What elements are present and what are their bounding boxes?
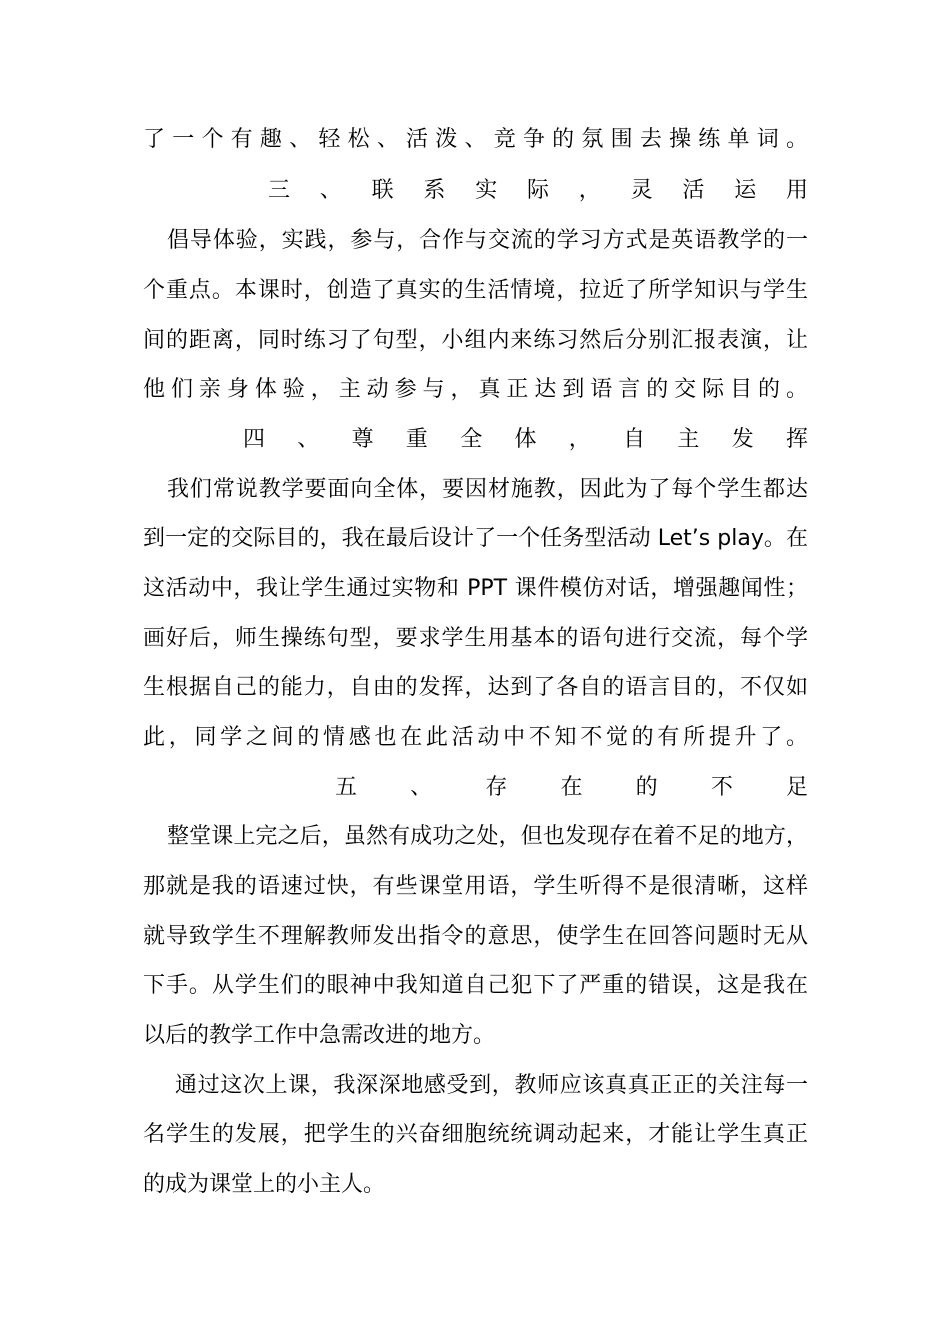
conclusion-line-2: 名学生的发展，把学生的兴奋细胞统统调动起来，才能让学生真正: [143, 1122, 808, 1147]
section-5-line-2: 那就是我的语速过快，有些课堂用语，学生听得不是很清晰，这样: [143, 874, 808, 899]
section-3-line-1: 倡导体验，实践，参与，合作与交流的学习方式是英语教学的一: [167, 228, 808, 253]
section-5-heading: 五 、 存 在 的 不 足: [335, 775, 808, 800]
section-4-line-4: 画好后，师生操练句型，要求学生用基本的语句进行交流，每个学: [143, 626, 808, 651]
section-3-line-4: 他们亲身体验，主动参与，真正达到语言的交际目的。: [143, 377, 808, 402]
section-4-line-2: 到一定的交际目的，我在最后设计了一个任务型活动 Let’s play。在: [143, 526, 808, 551]
section-3-line-3: 间的距离，同时练习了句型，小组内来练习然后分别汇报表演，让: [143, 328, 808, 353]
section-5-line-5: 以后的教学工作中急需改进的地方。: [143, 1023, 496, 1048]
section-5-line-3: 就导致学生不理解教师发出指令的意思，使学生在回答问题时无从: [143, 924, 808, 949]
conclusion-line-3: 的成为课堂上的小主人。: [143, 1172, 386, 1197]
section-4-line-1: 我们常说教学要面向全体，要因材施教，因此为了每个学生都达: [167, 477, 808, 502]
intro-tail-line: 了一个有趣、轻松、活泼、竞争的氛围去操练单词。: [143, 127, 808, 152]
section-3-line-2: 个重点。本课时，创造了真实的生活情境，拉近了所学知识与学生: [143, 278, 808, 303]
section-4-line-5: 生根据自己的能力，自由的发挥，达到了各自的语言目的，不仅如: [143, 675, 808, 700]
section-4-heading: 四 、 尊 重 全 体 ， 自 主 发 挥: [243, 427, 808, 452]
conclusion-line-1: 通过这次上课，我深深地感受到，教师应该真真正正的关注每一: [175, 1073, 808, 1098]
section-4-line-6: 此，同学之间的情感也在此活动中不知不觉的有所提升了。: [143, 725, 808, 750]
section-5-line-1: 整堂课上完之后，虽然有成功之处，但也发现存在着不足的地方，: [167, 824, 808, 849]
section-3-heading: 三 、 联 系 实 际 ， 灵 活 运 用: [268, 178, 808, 203]
section-5-line-4: 下手。从学生们的眼神中我知道自己犯下了严重的错误，这是我在: [143, 973, 808, 998]
section-4-line-3: 这活动中，我让学生通过实物和 PPT 课件模仿对话，增强趣闻性；: [143, 576, 808, 601]
